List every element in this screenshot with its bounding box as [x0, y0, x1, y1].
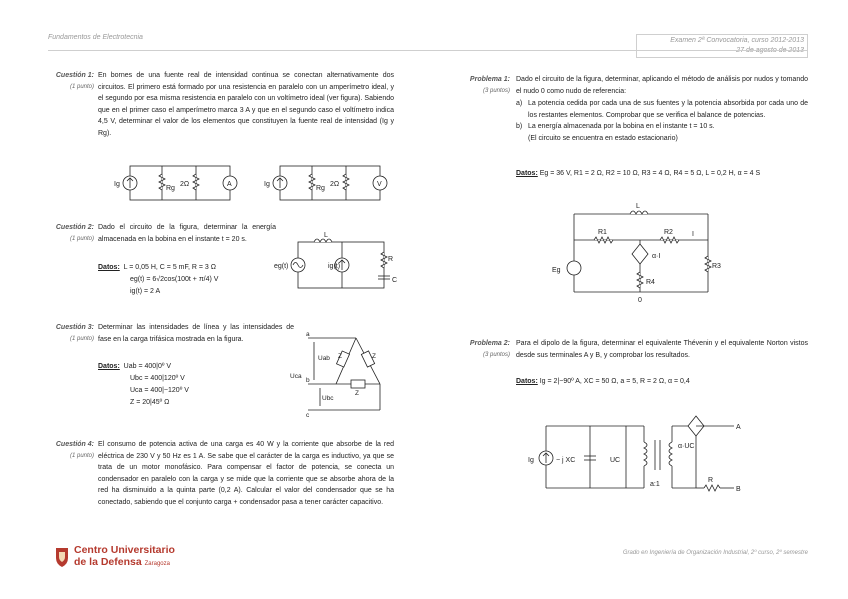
course-title: Fundamentos de Electrotecnia: [48, 34, 143, 41]
p2-uc-label: UC: [610, 457, 621, 464]
p2-label: Problema 2:: [469, 340, 510, 347]
p2-text: Para el dipolo de la figura, determinar el equivalente Thévenin y el equivalente Norton vistos desde sus terminales A y B, y comprobar los resultados.: [516, 340, 808, 359]
exam-date: 27 de agosto de 2013: [736, 47, 804, 54]
p2-ig-label: Ig: [528, 457, 534, 464]
q2-datos1: L = 0,05 H, C = 5 mF, R = 3 Ω: [123, 264, 216, 271]
p1-text: Dado el circuito de la figura, determinar, aplicando el método de análisis por nudos y tomando el nudo 0 como nudo de referencia:: [516, 76, 808, 95]
exam-header: [636, 34, 808, 58]
q3-z2-label: Z: [372, 353, 376, 360]
q3-node-a: a: [306, 331, 310, 338]
p1-r2-label: R2: [664, 229, 673, 236]
p2-points: (3 puntos): [482, 352, 510, 358]
q3-points: (1 punto): [69, 336, 94, 342]
p1-points: (3 puntos): [482, 88, 510, 94]
q3-z3-label: Z: [355, 390, 359, 397]
degree-footer: Grado en Ingeniería de Organización Industrial, 2º curso, 2º semestre: [622, 550, 808, 556]
q3-node-c: c: [306, 412, 310, 419]
p1-r1-label: R1: [598, 229, 607, 236]
p1-item-a: La potencia cedida por cada una de sus fuentes y la potencia absorbida por cada uno de los restantes elementos. Comprobar que se verifica el balance de potencias.: [528, 100, 808, 119]
q1-voltmeter-label: V: [377, 181, 382, 188]
q4-text: El consumo de potencia activa de una carga es 40 W y la corriente que absorbe de la red eléctrica de 230 V y 50 Hz es 1 A. Se sabe que el carácter de la carga es inductivo, ya que se trata de un motor monofásico. Para compensar el factor de potencia, se conecta un condensador en paralelo con la carga y se mide que la corriente que se absorbe ahora de la red ha disminuido a la quinta parte (0,2 A). Calcular el valor del condensador que se ha conectado, sabiendo que el conjunto carga + condensador pasa a tener carácter capacitivo.: [98, 441, 394, 506]
header-rule: [48, 50, 808, 51]
p2-figure: [520, 412, 760, 498]
p2-ratio-label: a:1: [650, 481, 660, 488]
q1-r2-label: 2Ω: [330, 181, 340, 188]
p1-node0-label: 0: [638, 297, 642, 304]
q2-datos3: ig(t) = 2 A: [130, 288, 161, 295]
q1-rg2-label: Rg: [316, 185, 325, 192]
p1-datos: Eg = 36 V, R1 = 2 Ω, R2 = 10 Ω, R3 = 4 Ω, R4 = 5 Ω, L = 0,2 H, α = 4 S: [539, 170, 761, 177]
q2-text: Dado el circuito de la figura, determinar la energía almacenada en la bobina en el instante t = 20 s.: [98, 224, 276, 243]
p1-i-label: I: [692, 231, 694, 238]
q3-datos-label: Datos:: [98, 363, 120, 370]
q1-r-label: 2Ω: [180, 181, 190, 188]
q3-uca-label: Uca: [290, 373, 302, 380]
p1-note: (El circuito se encuentra en estado estacionario): [528, 134, 678, 142]
q2-datos-label: Datos:: [98, 264, 120, 271]
q3-figure: [290, 330, 406, 419]
q3-uab-label: Uab: [318, 355, 330, 362]
q3-datos3: Uca = 400|−120º V: [130, 387, 189, 394]
p2-datos: Ig = 2|−90º A, XC = 50 Ω, a = 5, R = 2 Ω, α = 0,4: [539, 378, 690, 385]
p1-eg-label: Eg: [552, 267, 561, 274]
q4-points: (1 punto): [69, 453, 94, 459]
q3-datos2: Ubc = 400|120º V: [130, 375, 185, 382]
p1-alpha-label: α·I: [652, 253, 661, 260]
p2-terminal-a: A: [736, 424, 741, 431]
q2-points: (1 punto): [69, 236, 94, 242]
q3-ubc-label: Ubc: [322, 395, 334, 402]
p1-label: Problema 1:: [469, 76, 510, 83]
p1-l-label: L: [636, 203, 640, 210]
q1-figure: [110, 160, 410, 208]
q2-ig-label: ig(t): [328, 263, 341, 270]
q2-datos2: eg(t) = 6√2cos(100t + π/4) V: [130, 276, 219, 283]
q1-ig2-label: Ig: [264, 181, 270, 188]
logo-line2: de la Defensa: [74, 556, 142, 568]
q3-datos4: Z = 20|45º Ω: [130, 399, 170, 406]
cud-shield-icon: [54, 546, 70, 568]
p2-auc-label: α·UC: [678, 443, 695, 450]
q1-points: (1 punto): [69, 84, 94, 90]
q1-label: Cuestión 1:: [55, 72, 94, 79]
q1-text: En bornes de una fuente real de intensidad continua se conectan alternativamente dos circuitos. El primero está formado por una resistencia en paralelo con un amperímetro ideal, y el segundo por esa misma resistencia en paralelo con un voltímetro ideal (ver figura). Sabiendo que en el primer caso el amperímetro marca 3 A y que en el segundo caso el voltímetro indica 4,5 V, determinar el valor de los elementos que constituyen la fuente real de intensidad (Ig y Rg).: [98, 72, 394, 137]
cud-logo: [54, 544, 175, 570]
p1-r4-label: R4: [646, 279, 655, 286]
p1-r3-label: R3: [712, 263, 721, 270]
p1-item-b: La energía almacenada por la bobina en el instante t = 10 s.: [528, 123, 715, 130]
p2-xc-label: − j XC: [556, 457, 576, 464]
q2-label: Cuestión 2:: [55, 224, 94, 231]
p1-figure: [548, 196, 728, 310]
q2-eg-label: eg(t): [274, 263, 289, 270]
p2-r-label: R: [708, 477, 714, 484]
q1-rg-label: Rg: [166, 185, 175, 192]
q2-l-label: L: [324, 232, 328, 239]
q1-ammeter-label: A: [227, 181, 232, 188]
p1-datos-label: Datos:: [516, 170, 538, 177]
q3-text: Determinar las intensidades de línea y las intensidades de fase en la carga trifásica mostrada en la figura.: [98, 324, 294, 343]
p2-datos-label: Datos:: [516, 378, 538, 385]
q1-ig-label: Ig: [114, 181, 120, 188]
q3-node-b: b: [306, 377, 310, 384]
q2-r-label: R: [388, 256, 394, 263]
q3-label: Cuestión 3:: [55, 324, 94, 331]
logo-line1: Centro Universitario: [74, 544, 175, 556]
q2-figure: [274, 228, 414, 298]
q3-datos1: Uab = 400|0º V: [123, 363, 172, 370]
q3-z1-label: Z: [338, 353, 342, 360]
q4-label: Cuestión 4:: [55, 441, 94, 448]
p2-terminal-b: B: [736, 486, 741, 493]
p1-items: a) La potencia cedida por cada una de sus fuentes y la potencia absorbida por cada uno de los restantes elementos. Comprobar que se verifica el balance de potencias. b) La energía almacenada por la bobina en el instante t = 10 s. (El circuito se encuentra en estado estacionario): [516, 98, 808, 144]
exam-title: Examen 2ª Convocatoria, curso 2012-2013: [670, 37, 804, 44]
logo-line3: Zaragoza: [144, 561, 170, 567]
q2-c-label: C: [392, 277, 398, 284]
